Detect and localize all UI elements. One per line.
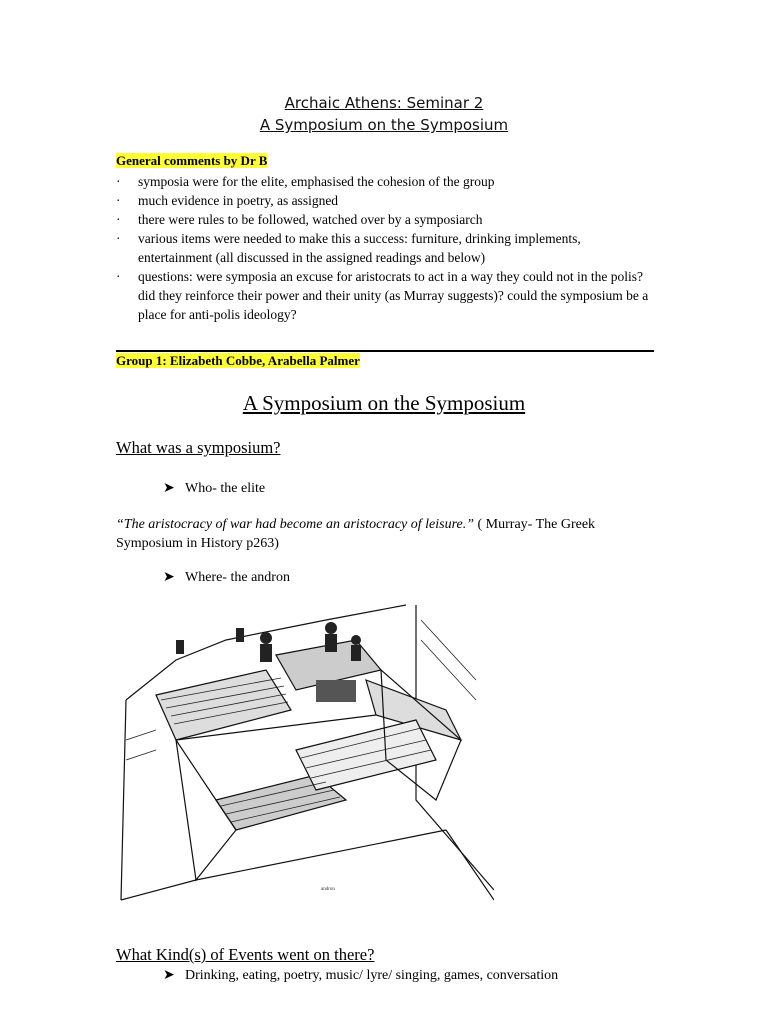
bullet-icon: ·	[116, 174, 121, 189]
document-title: A Symposium on the Symposium	[242, 391, 526, 415]
general-comments-list	[116, 172, 656, 324]
list-item: · questions: were symposia an excuse for aristocrats to act in a way they could not in the polis? did they reinforce their power and their unity (as Murray suggests)? could the symposium be a place for anti-polis ideology?	[116, 269, 649, 322]
who-item: ➤ Who- the elite	[163, 481, 266, 496]
arrow-icon: ➤	[163, 481, 175, 496]
seminar-title: Archaic Athens: Seminar 2	[284, 94, 484, 112]
list-item: · there were rules to be followed, watched over by a symposiarch	[116, 212, 483, 227]
group-label: Group 1: Elizabeth Cobbe, Arabella Palmer	[116, 353, 360, 368]
events-item: ➤ Drinking, eating, poetry, music/ lyre/ singing, games, conversation	[163, 968, 559, 983]
illustration-caption: andron	[321, 887, 335, 892]
bullet-icon: ·	[116, 212, 121, 227]
andron-illustration	[116, 600, 494, 910]
question-events: What Kind(s) of Events went on there?	[116, 945, 375, 964]
arrow-icon: ➤	[163, 968, 175, 983]
bullet-icon: ·	[116, 193, 121, 208]
list-item: · symposia were for the elite, emphasised the cohesion of the group	[116, 174, 495, 189]
where-item: ➤ Where- the andron	[163, 570, 290, 585]
list-item: · various items were needed to make this a success: furniture, drinking implements, entertainment (all discussed in the assigned readings and below)	[116, 231, 581, 265]
list-item: · much evidence in poetry, as assigned	[116, 193, 339, 208]
seminar-subtitle: A Symposium on the Symposium	[259, 116, 509, 134]
arrow-icon: ➤	[163, 570, 175, 585]
bullet-icon: ·	[116, 269, 121, 284]
section-divider	[116, 350, 654, 352]
general-comments-heading: General comments by Dr B	[116, 153, 268, 168]
murray-quote: “The aristocracy of war had become an aristocracy of leisure.” ( Murray- The Greek Symposium in History p263)	[116, 517, 596, 551]
question-what-was: What was a symposium?	[116, 438, 281, 457]
bullet-icon: ·	[116, 231, 121, 246]
